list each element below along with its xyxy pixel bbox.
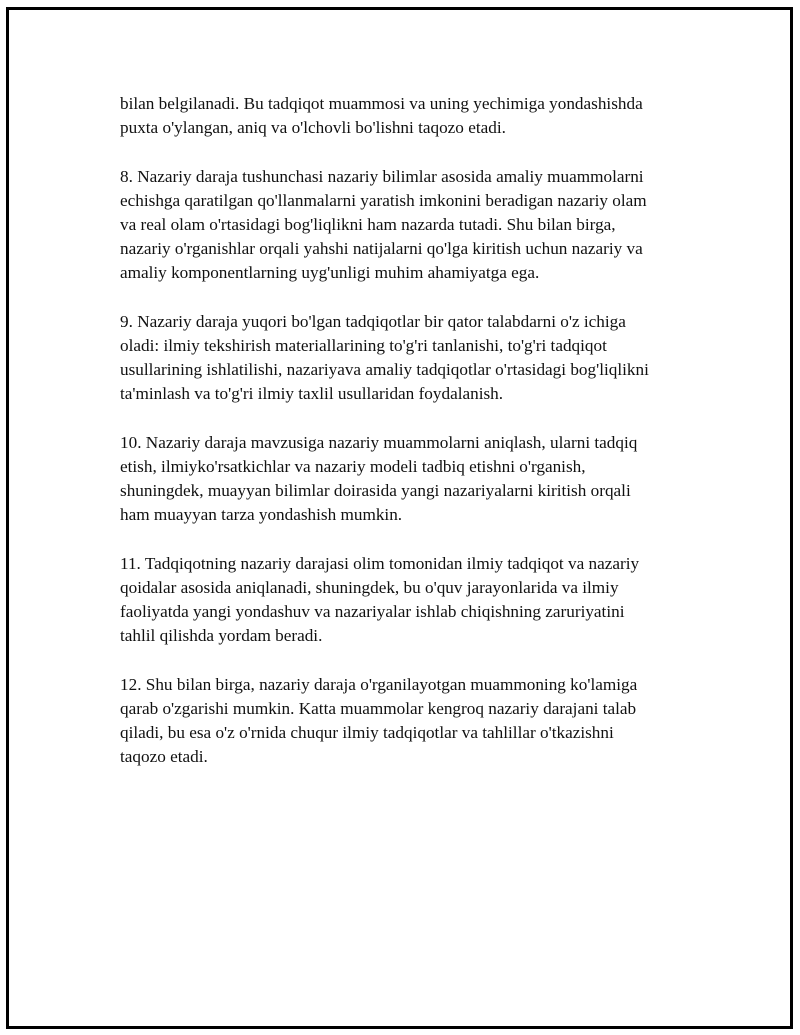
paragraph-10: 10. Nazariy daraja mavzusiga nazariy muammolarni aniqlash, ularni tadqiq etish, ilmiyko'rsatkichlar va nazariy modeli tadbiq etishni o'rganish, shuningdek, muayyan bilimlar doirasida yangi nazariyalarni kiritish orqali ham muayyan tarza yondashish mumkin. [120, 432, 638, 525]
paragraph-9: 9. Nazariy daraja yuqori bo'lgan tadqiqotlar bir qator talabdarni o'z ichiga oladi: ilmiy tekshirish materiallarining to'g'ri tanlanishi, to'g'ri tadqiqot usullarining ishlatilishi, nazariyava amaliy tadqiqotlar o'rtasidagi bog'liqlikni ta'minlash va to'g'ri ilmiy taxlil usullaridan foydalanish. [120, 311, 649, 404]
paragraph-continuation: bilan belgilanadi. Bu tadqiqot muammosi va uning yechimiga yondashishda puxta o'ylangan, aniq va o'lchovli bo'lishni taqozo etadi. [120, 94, 643, 138]
paragraph-11: 11. Tadqiqotning nazariy darajasi olim tomonidan ilmiy tadqiqot va nazariy qoidalar asosida aniqlanadi, shuningdek, bu o'quv jarayonlarida va ilmiy faoliyatda yangi yondashuv va nazariyalar ishlab chiqishning zaruriyatini tahlil qilishda yordam beradi. [120, 553, 640, 646]
page-frame [6, 7, 793, 1029]
page-body [120, 92, 710, 794]
paragraph-12: 12. Shu bilan birga, nazariy daraja o'rganilayotgan muammoning ko'lamiga qarab o'zgarishi mumkin. Katta muammolar kengroq nazariy darajani talab qiladi, bu esa o'z o'rnida chuqur ilmiy tadqiqotlar va tahlillar o'tkazishni taqozo etadi. [120, 674, 638, 767]
paragraph-8: 8. Nazariy daraja tushunchasi nazariy bilimlar asosida amaliy muammolarni echishga qaratilgan qo'llanmalarni yaratish imkonini beradigan nazariy olam va real olam o'rtasidagi bog'liqlikni ham nazarda tutadi. Shu bilan birga, nazariy o'rganishlar orqali yahshi natijalarni qo'lga kiritish uchun nazariy va amaliy komponentlarning uyg'unligi muhim ahamiyatga ega. [120, 166, 647, 283]
